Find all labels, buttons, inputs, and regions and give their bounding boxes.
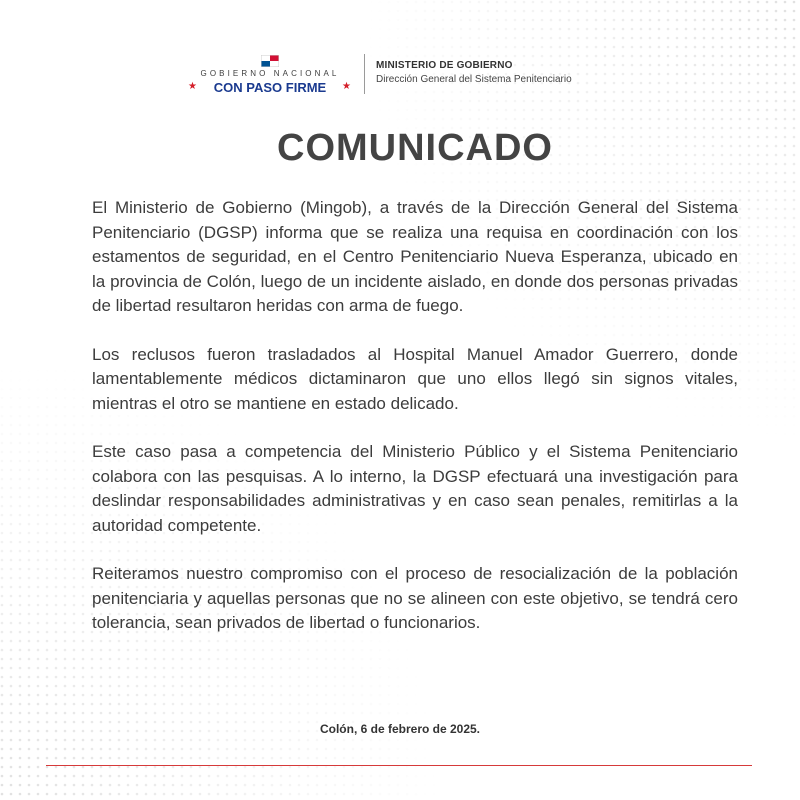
communique-body xyxy=(92,196,738,660)
panama-flag-icon xyxy=(261,55,279,67)
header-divider xyxy=(364,54,365,94)
star-icon: ★ xyxy=(342,81,351,92)
paragraph: Los reclusos fueron trasladados al Hospital Manuel Amador Guerrero, donde lamentablemente médicos dictaminaron que uno ellos llegó sin signos vitales, mientras el otro se mantiene en estado delicado. xyxy=(92,344,738,413)
star-icon: ★ xyxy=(188,81,197,92)
letterhead xyxy=(0,50,800,100)
footer-rule xyxy=(46,765,752,766)
brand-motto: CON PASO FIRME xyxy=(213,80,327,95)
page-title: COMUNICADO xyxy=(277,127,553,169)
direction-name: Dirección General del Sistema Penitenciario xyxy=(376,74,572,85)
paragraph: El Ministerio de Gobierno (Mingob), a través de la Dirección General del Sistema Penitenciario (DGSP) informa que se realiza una requisa en coordinación con los estamentos de seguridad, en el Centro Penitenciario Nueva Esperanza, ubicado en la provincia de Colón, luego de un incidente aislado, en donde dos personas privadas de libertad resultaron heridas con arma de fuego. xyxy=(92,198,738,315)
ministry-name: MINISTERIO DE GOBIERNO xyxy=(376,60,513,71)
brand-top-text: GOBIERNO NACIONAL xyxy=(200,69,340,78)
signoff-date: Colón, 6 de febrero de 2025. xyxy=(319,722,481,736)
paragraph: Este caso pasa a competencia del Ministerio Público y el Sistema Penitenciario colabora con las pesquisas. A lo interno, la DGSP efectuará una investigación para deslindar responsabilidades administrativas y en caso sean penales, remitirlas a la autoridad competente. xyxy=(92,442,738,535)
paragraph: Reiteramos nuestro compromiso con el proceso de resocialización de la población penitenciaria y aquellas personas que no se alineen con este objetivo, se tendrá cero tolerancia, sean privados de libertad o funcionarios. xyxy=(92,564,738,632)
